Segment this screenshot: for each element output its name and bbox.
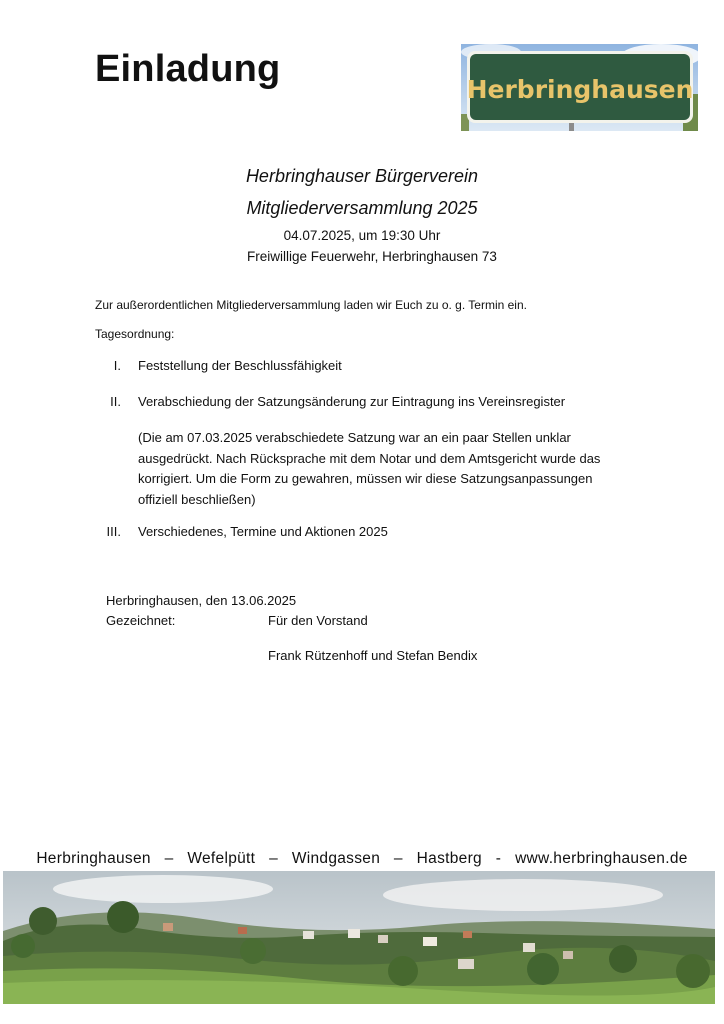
note-line: ausgedrückt. Nach Rücksprache mit dem Notar und dem Amtsgericht wurde das xyxy=(138,450,601,466)
agenda-item-note xyxy=(138,428,638,510)
meeting-location: Freiwillige Feuerwehr, Herbringhausen 73 xyxy=(247,249,497,264)
footer-localities xyxy=(0,850,724,868)
agenda-item-number: I. xyxy=(113,358,121,373)
signature-place-date: Herbringhausen, den 13.06.2025 xyxy=(106,593,297,608)
note-line: offiziell beschließen) xyxy=(138,491,256,507)
town-sign-text: Herbringhausen xyxy=(466,75,694,104)
organization-name: Herbringhauser Bürgerverein xyxy=(245,166,479,186)
agenda-label: Tagesordnung: xyxy=(95,327,175,341)
agenda-item-number: II. xyxy=(110,394,121,409)
agenda-item-number: III. xyxy=(106,524,121,539)
agenda-item-text: Verabschiedung der Satzungsänderung zur Eintragung ins Vereinsregister xyxy=(138,394,566,409)
invitation-intro: Zur außerordentlichen Mitgliederversammlung laden wir Euch zu o. g. Termin ein. xyxy=(95,298,527,312)
signature-on-behalf: Für den Vorstand xyxy=(268,613,368,628)
meeting-title: Mitgliederversammlung 2025 xyxy=(246,198,478,218)
footer-text: Herbringhausen – Wefelpütt – Windgassen – Hastberg - www.herbringhausen.de xyxy=(36,850,688,867)
signature-label: Gezeichnet: xyxy=(106,613,176,628)
agenda-item-text: Verschiedenes, Termine und Aktionen 2025 xyxy=(138,524,388,539)
signature-names: Frank Rützenhoff und Stefan Bendix xyxy=(268,648,478,663)
note-line: korrigiert. Um die Form zu gewahren, müssen wir diese Satzungsanpassungen xyxy=(138,471,593,486)
town-sign-photo xyxy=(461,44,698,131)
agenda-item-text: Feststellung der Beschlussfähigkeit xyxy=(138,358,342,373)
note-line: (Die am 07.03.2025 verabschiedete Satzung war an ein paar Stellen unklar xyxy=(138,430,571,445)
meeting-date-time: 04.07.2025, um 19:30 Uhr xyxy=(283,228,441,243)
village-landscape-photo xyxy=(3,871,715,1004)
page-heading: Einladung xyxy=(95,48,281,90)
